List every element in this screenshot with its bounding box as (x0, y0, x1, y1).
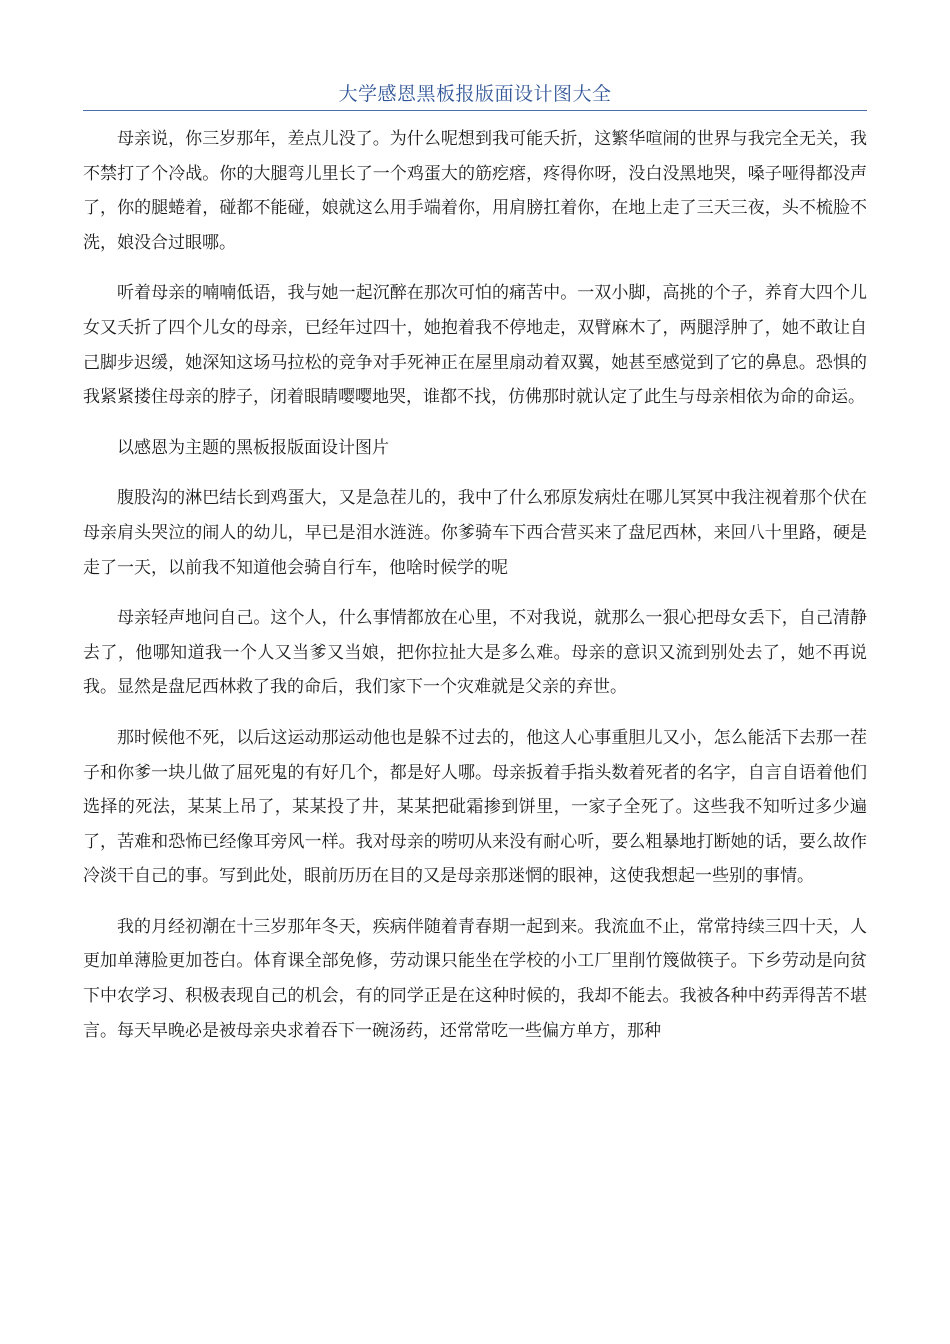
paragraph-7: 我的月经初潮在十三岁那年冬天，疾病伴随着青春期一起到来。我流血不止，常常持续三四十天，人更加单薄脸更加苍白。体育课全部免修，劳动课只能坐在学校的小工厂里削竹篾做筷子。下乡劳动是向贫下中农学习、积极表现自己的机会，有的同学正是在这种时候的，我却不能去。我被各种中药弄得苦不堪言。每天早晚必是被母亲央求着吞下一碗汤药，还常常吃一些偏方单方，那种 (83, 916, 867, 1041)
paragraph-2: 听着母亲的喃喃低语，我与她一起沉醉在那次可怕的痛苦中。一双小脚，高挑的个子，养育大四个儿女又夭折了四个儿女的母亲，已经年过四十，她抱着我不停地走，双臂麻木了，两腿浮肿了，她不敢让自己脚步迟缓，她深知这场马拉松的竞争对手死神正在屋里扇动着双翼，她甚至感觉到了它的鼻息。恐惧的我紧紧搂住母亲的脖子，闭着眼睛嘤嘤地哭，谁都不找，仿佛那时就认定了此生与母亲相依为命的命运。 (83, 283, 867, 408)
page-title: 大学感恩黑板报版面设计图大全 (338, 83, 612, 105)
document-body (83, 122, 867, 1064)
paragraph-5: 母亲轻声地问自己。这个人，什么事情都放在心里，不对我说，就那么一狠心把母女丢下，自己清静去了，他哪知道我一个人又当爹又当娘，把你拉扯大是多么难。母亲的意识又流到别处去了，她不再说我。显然是盘尼西林救了我的命后，我们家下一个灾难就是父亲的弃世。 (83, 608, 867, 698)
page-header (83, 80, 867, 111)
paragraph-4: 腹股沟的淋巴结长到鸡蛋大，又是急茬儿的，我中了什么邪原发病灶在哪儿冥冥中我注视着那个伏在母亲肩头哭泣的闹人的幼儿，早已是泪水涟涟。你爹骑车下西合营买来了盘尼西林，来回八十里路，硬是走了一天，以前我不知道他会骑自行车，他啥时候学的呢 (83, 488, 867, 578)
paragraph-6: 那时候他不死，以后这运动那运动他也是躲不过去的，他这人心事重胆儿又小，怎么能活下去那一茬子和你爹一块儿做了屈死鬼的有好几个，都是好人哪。母亲扳着手指头数着死者的名字，自言自语着他们选择的死法，某某上吊了，某某投了井，某某把砒霜掺到饼里，一家子全死了。这些我不知听过多少遍了，苦难和恐怖已经像耳旁风一样。我对母亲的唠叨从来没有耐心听，要么粗暴地打断她的话，要么故作冷淡干自己的事。写到此处，眼前历历在目的又是母亲那迷惘的眼神，这使我想起一些别的事情。 (83, 727, 867, 887)
paragraph-1: 母亲说，你三岁那年，差点儿没了。为什么呢想到我可能夭折，这繁华喧闹的世界与我完全无关，我不禁打了个冷战。你的大腿弯儿里长了一个鸡蛋大的筋疙瘩，疼得你呀，没白没黑地哭，嗓子哑得都没声了，你的腿蜷着，碰都不能碰，娘就这么用手端着你，用肩膀扛着你，在地上走了三天三夜，头不梳脸不洗，娘没合过眼哪。 (83, 129, 867, 253)
paragraph-3: 以感恩为主题的黑板报版面设计图片 (117, 437, 389, 458)
